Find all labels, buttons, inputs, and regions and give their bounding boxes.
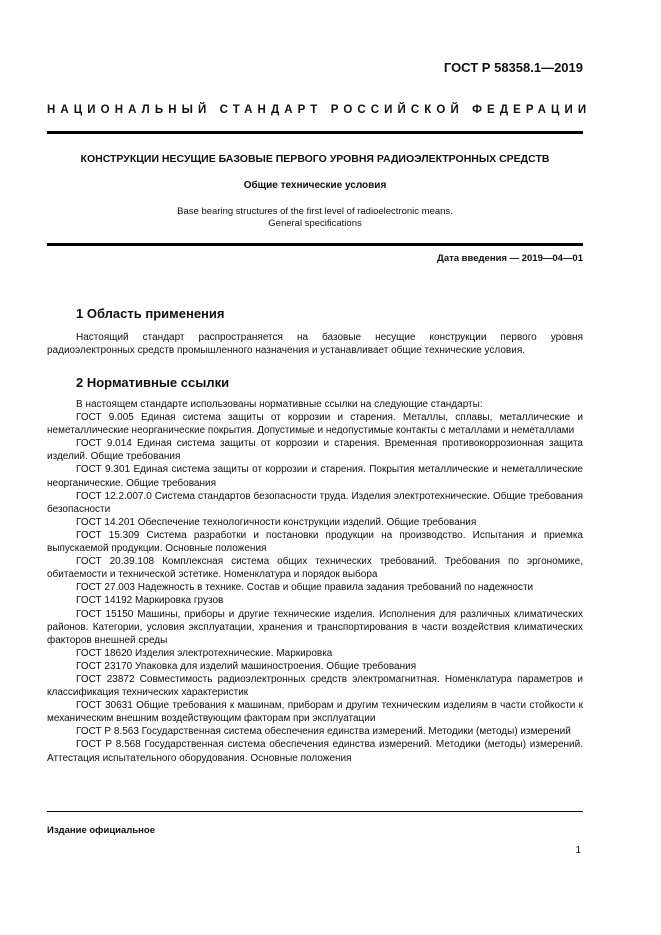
english-title: [47, 206, 583, 230]
section-1-paragraph: Настоящий стандарт распространяется на базовые несущие конструкции первого уровня радиоэлектронных средств промышленного назначения и устанавливает общие технические условия.: [47, 332, 583, 357]
spacer: [47, 267, 583, 268]
section-1-body: [47, 331, 583, 357]
reference-item: ГОСТ 12.2.007.0 Система стандартов безопасности труда. Изделия электротехнические. Общие требования безопасности: [47, 490, 583, 515]
reference-item: ГОСТ 23170 Упаковка для изделий машиностроения. Общие требования: [76, 660, 417, 672]
reference-item: ГОСТ 20.39.108 Комплексная система общих технических требований. Требования по эргономике, обитаемости и технической эстетике. Номенклатура и порядок выбора: [47, 556, 583, 581]
page-number: 1: [575, 845, 581, 856]
reference-item: ГОСТ 27.003 Надежность в технике. Состав и общие правила задания требований по надежности: [76, 582, 534, 594]
section-2-heading: 2 Нормативные ссылки: [76, 375, 230, 390]
english-title-line1: Base bearing structures of the first level of radioelectronic means.: [177, 206, 453, 217]
section-1-heading: 1 Область применения: [76, 306, 225, 321]
introduction-date: Дата введения — 2019—04—01: [437, 253, 583, 264]
document-title: КОНСТРУКЦИИ НЕСУЩИЕ БАЗОВЫЕ ПЕРВОГО УРОВНЯ РАДИОЭЛЕКТРОННЫХ СРЕДСТВ: [80, 153, 550, 165]
reference-item: В настоящем стандарте использованы нормативные ссылки на следующие стандарты:: [76, 399, 483, 410]
reference-item: ГОСТ 9.014 Единая система защиты от коррозии и старения. Временная противокоррозионная защита изделий. Общие требования: [47, 438, 583, 463]
section-2-body: [47, 398, 583, 765]
reference-item: ГОСТ 9.005 Единая система защиты от коррозии и старения. Металлы, сплавы, металлические и неметаллические неорганические покрытия. Допустимые и недопустимые контакты с металлами и неметаллами: [47, 412, 583, 437]
title-divider-thick: [47, 243, 583, 246]
national-standard-banner: НАЦИОНАЛЬНЫЙ СТАНДАРТ РОССИЙСКОЙ ФЕДЕРАЦИИ: [47, 104, 592, 116]
reference-item: ГОСТ 18620 Изделия электротехнические. Маркировка: [76, 647, 333, 659]
reference-item: ГОСТ 23872 Совместимость радиоэлектронных средств электромагнитная. Номенклатура параметров и классификация технических характеристик: [47, 673, 583, 699]
reference-item: ГОСТ 15150 Машины, приборы и другие технические изделия. Исполнения для различных климатических районов. Категории, условия эксплуатации, хранения и транспортирования в части воздействия климатических факторов внешней среды: [47, 608, 583, 646]
reference-item: ГОСТ 15.309 Система разработки и постановки продукции на производство. Испытания и приемка выпускаемой продукции. Основные положения: [47, 529, 583, 555]
reference-item: ГОСТ Р 8.568 Государственная система обеспечения единства измерений. Методики (методы) измерений. Аттестация испытательного оборудования. Основные положения: [47, 739, 583, 764]
english-title-line2: General specifications: [268, 218, 362, 229]
edition-label: Издание официальное: [47, 825, 155, 836]
reference-item: ГОСТ Р 8.563 Государственная система обеспечения единства измерений. Методики (методы) измерений: [76, 726, 571, 738]
reference-item: ГОСТ 14192 Маркировка грузов: [76, 595, 224, 607]
header-divider-thick: [47, 131, 583, 134]
footer-divider: [47, 811, 583, 812]
reference-item: ГОСТ 14.201 Обеспечение технологичности конструкции изделий. Общие требования: [76, 516, 477, 528]
reference-item: ГОСТ 30631 Общие требования к машинам, приборам и другим техническим изделиям в части стойкости к механическим внешним воздействующим факторам при эксплуатации: [47, 700, 583, 725]
document-code: ГОСТ Р 58358.1—2019: [443, 60, 583, 75]
document-subtitle: Общие технические условия: [243, 180, 387, 191]
reference-item: ГОСТ 9.301 Единая система защиты от коррозии и старения. Покрытия металлические и неметаллические неорганические. Общие требования: [47, 464, 583, 489]
